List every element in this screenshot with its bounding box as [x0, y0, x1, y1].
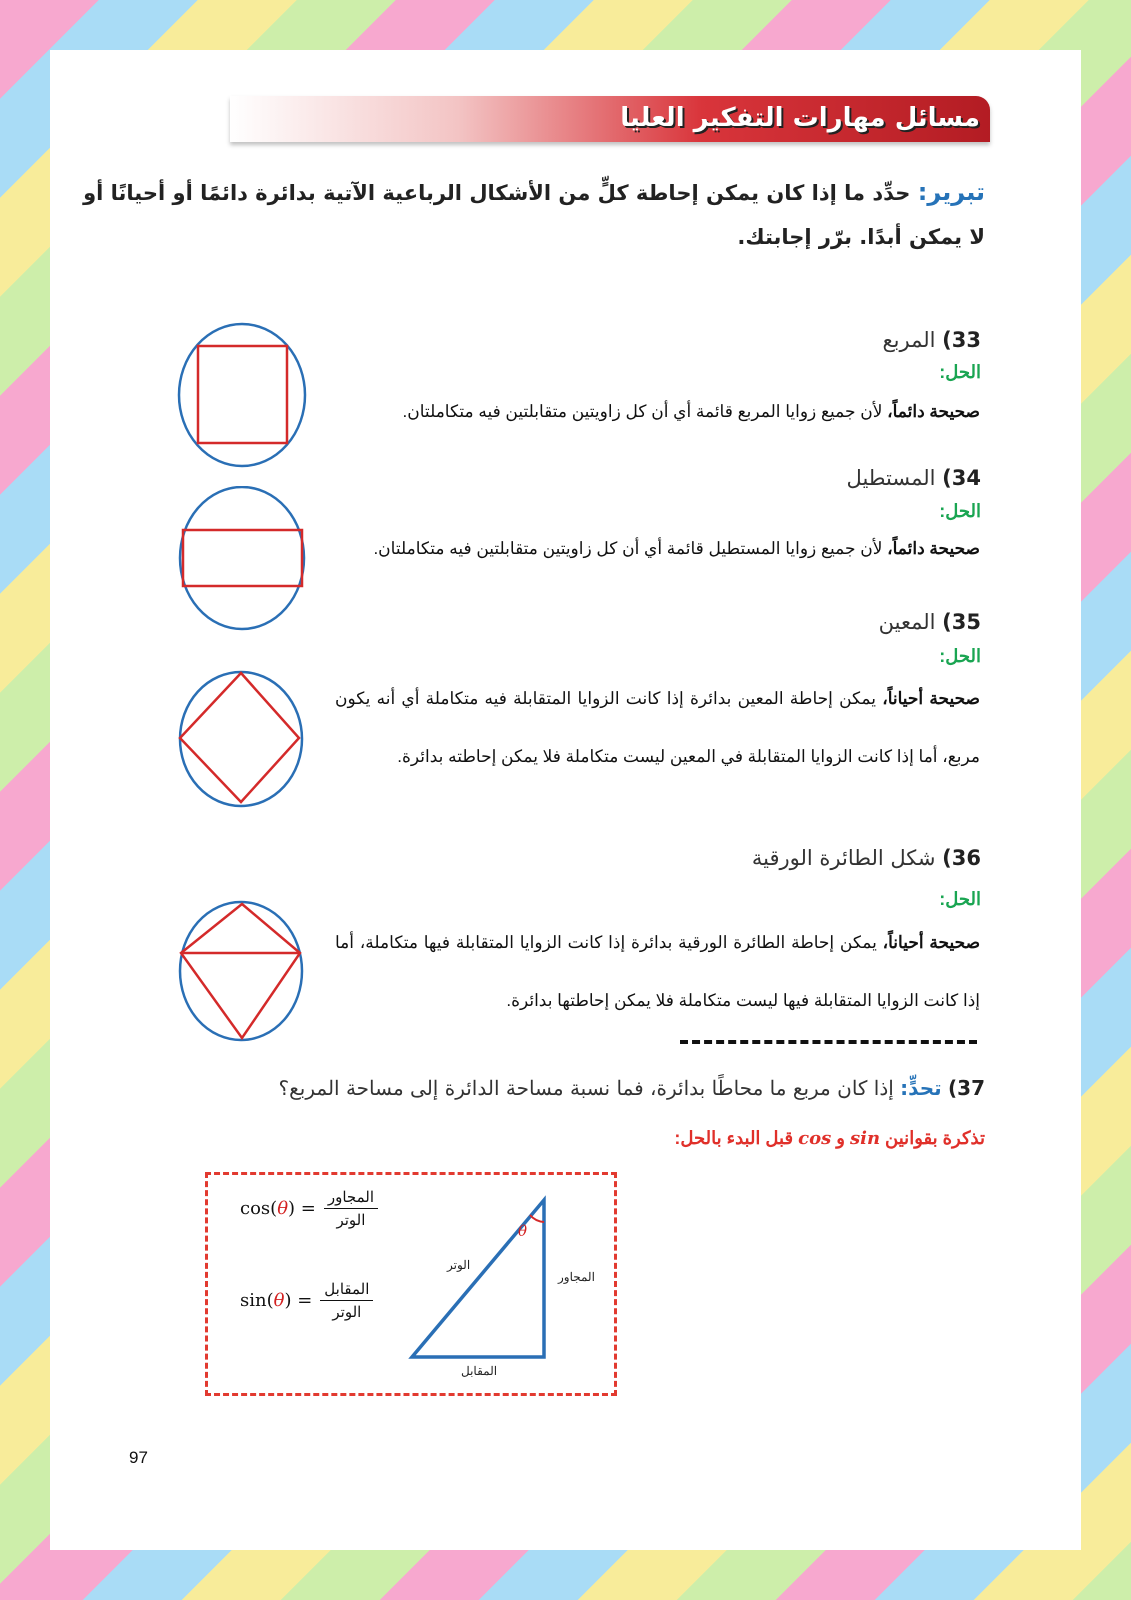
circumscribed-circle [180, 487, 304, 629]
problem-name: المعين [878, 610, 936, 634]
problem-35-answer [335, 670, 980, 786]
answer-text: يمكن إحاطة المعين بدائرة إذا كانت الزوايا المتقابلة فيه متكاملة أي أنه يكون مربع، أما إذا كانت الزوايا المتقابلة في المعين ليست متكاملة فلا يمكن إحاطته بدائرة. [335, 689, 980, 766]
problem-37-challenge [200, 1076, 985, 1100]
problem-number: 35) [942, 610, 981, 634]
cos-fraction [324, 1188, 378, 1229]
solution-label: الحل: [939, 646, 981, 666]
solution-label: الحل: [939, 889, 981, 909]
angle-arc [530, 1215, 544, 1222]
rectangle-in-circle-figure [175, 486, 311, 634]
problem-35-title [879, 610, 981, 634]
intro-text: حدِّد ما إذا كان يمكن إحاطة كلٍّ من الأشكال الرباعية الآتية بدائرة دائمًا أو أحيانًا أو لا يمكن أبدًا. برّر إجابتك. [83, 181, 985, 249]
right-triangle-figure [405, 1190, 565, 1365]
reminder-and: و [836, 1128, 845, 1148]
paren-close-equals: ) = [288, 1198, 316, 1219]
page-number: 97 [129, 1448, 148, 1467]
reminder-suffix: قبل البدء بالحل: [674, 1128, 794, 1148]
kite-in-circle-figure [175, 898, 309, 1044]
problem-name: شكل الطائرة الورقية [751, 846, 936, 870]
answer-text: لأن جميع زوايا المربع قائمة أي أن كل زاويتين متقابلتين فيه متكاملتان. [402, 402, 888, 421]
reminder-sin: sin [849, 1128, 881, 1149]
challenge-text: إذا كان مربع ما محاطًا بدائرة، فما نسبة مساحة الدائرة إلى مساحة المربع؟ [278, 1076, 894, 1100]
dashed-divider [680, 1040, 977, 1044]
fraction-denominator: الوتر [336, 1212, 366, 1229]
intro-label: تبرير: [917, 178, 985, 206]
square-in-circle-figure [175, 320, 311, 470]
problem-33-answer [300, 383, 980, 441]
section-title: مسائل مهارات التفكير العليا [620, 103, 980, 133]
problem-36-answer [335, 914, 980, 1030]
problem-34-answer [300, 520, 980, 578]
problem-number: 33) [942, 328, 981, 352]
solution-label: الحل: [939, 501, 981, 521]
answer-text: لأن جميع زوايا المستطيل قائمة أي أن كل زاويتين متقابلتين فيه متكاملتان. [373, 539, 888, 558]
paren-open: ( [266, 1290, 274, 1311]
reminder-cos: cos [798, 1128, 832, 1149]
triangle-angle-label: θ [518, 1222, 528, 1240]
reminder-prefix: تذكرة بقوانين [885, 1128, 985, 1148]
cos-formula [240, 1188, 378, 1229]
rectangle-shape [183, 530, 302, 586]
section-header-bar [230, 96, 990, 142]
circumscribed-circle [180, 902, 302, 1040]
paren-close-equals: ) = [284, 1290, 313, 1311]
rhombus-in-circle-figure [175, 668, 309, 810]
answer-verdict: صحيحة دائماً، [887, 539, 980, 558]
sin-formula [240, 1280, 373, 1321]
problem-name: المربع [882, 328, 936, 352]
sin-fraction [320, 1280, 373, 1321]
trig-reminder [500, 1128, 985, 1149]
problem-34-title [847, 466, 981, 490]
kite-shape [181, 904, 300, 1038]
theta-symbol: θ [273, 1290, 285, 1311]
problem-number: 34) [942, 466, 981, 490]
triangle-hypotenuse-label: الوتر [447, 1258, 471, 1272]
circumscribed-circle [180, 672, 302, 806]
triangle-adjacent-label: المجاور [558, 1270, 595, 1284]
fraction-numerator: المجاور [324, 1188, 378, 1209]
cos-fn: cos [240, 1198, 271, 1219]
problem-name: المستطيل [846, 466, 936, 490]
problem-number: 36) [942, 846, 981, 870]
answer-text: يمكن إحاطة الطائرة الورقية بدائرة إذا كانت الزوايا المتقابلة فيها متكاملة، أما إذا كانت الزوايا المتقابلة فيها ليست متكاملة فلا يمكن إحاطتها بدائرة. [335, 933, 980, 1010]
paren-open: ( [270, 1198, 278, 1219]
theta-symbol: θ [277, 1198, 289, 1219]
challenge-label: تحدٍّ: [900, 1076, 942, 1100]
answer-verdict: صحيحة أحياناً، [882, 689, 980, 708]
fraction-numerator: المقابل [320, 1280, 373, 1301]
answer-verdict: صحيحة أحياناً، [882, 933, 981, 952]
square-shape [198, 346, 287, 443]
problem-36-title [752, 846, 981, 870]
answer-verdict: صحيحة دائماً، [887, 402, 980, 421]
solution-label: الحل: [939, 362, 981, 382]
intro-paragraph [80, 170, 985, 259]
sin-fn: sin [240, 1290, 267, 1311]
fraction-denominator: الوتر [332, 1304, 362, 1321]
problem-number: 37) [948, 1076, 985, 1100]
triangle-opposite-label: المقابل [461, 1364, 498, 1378]
problem-33-title [882, 328, 981, 352]
